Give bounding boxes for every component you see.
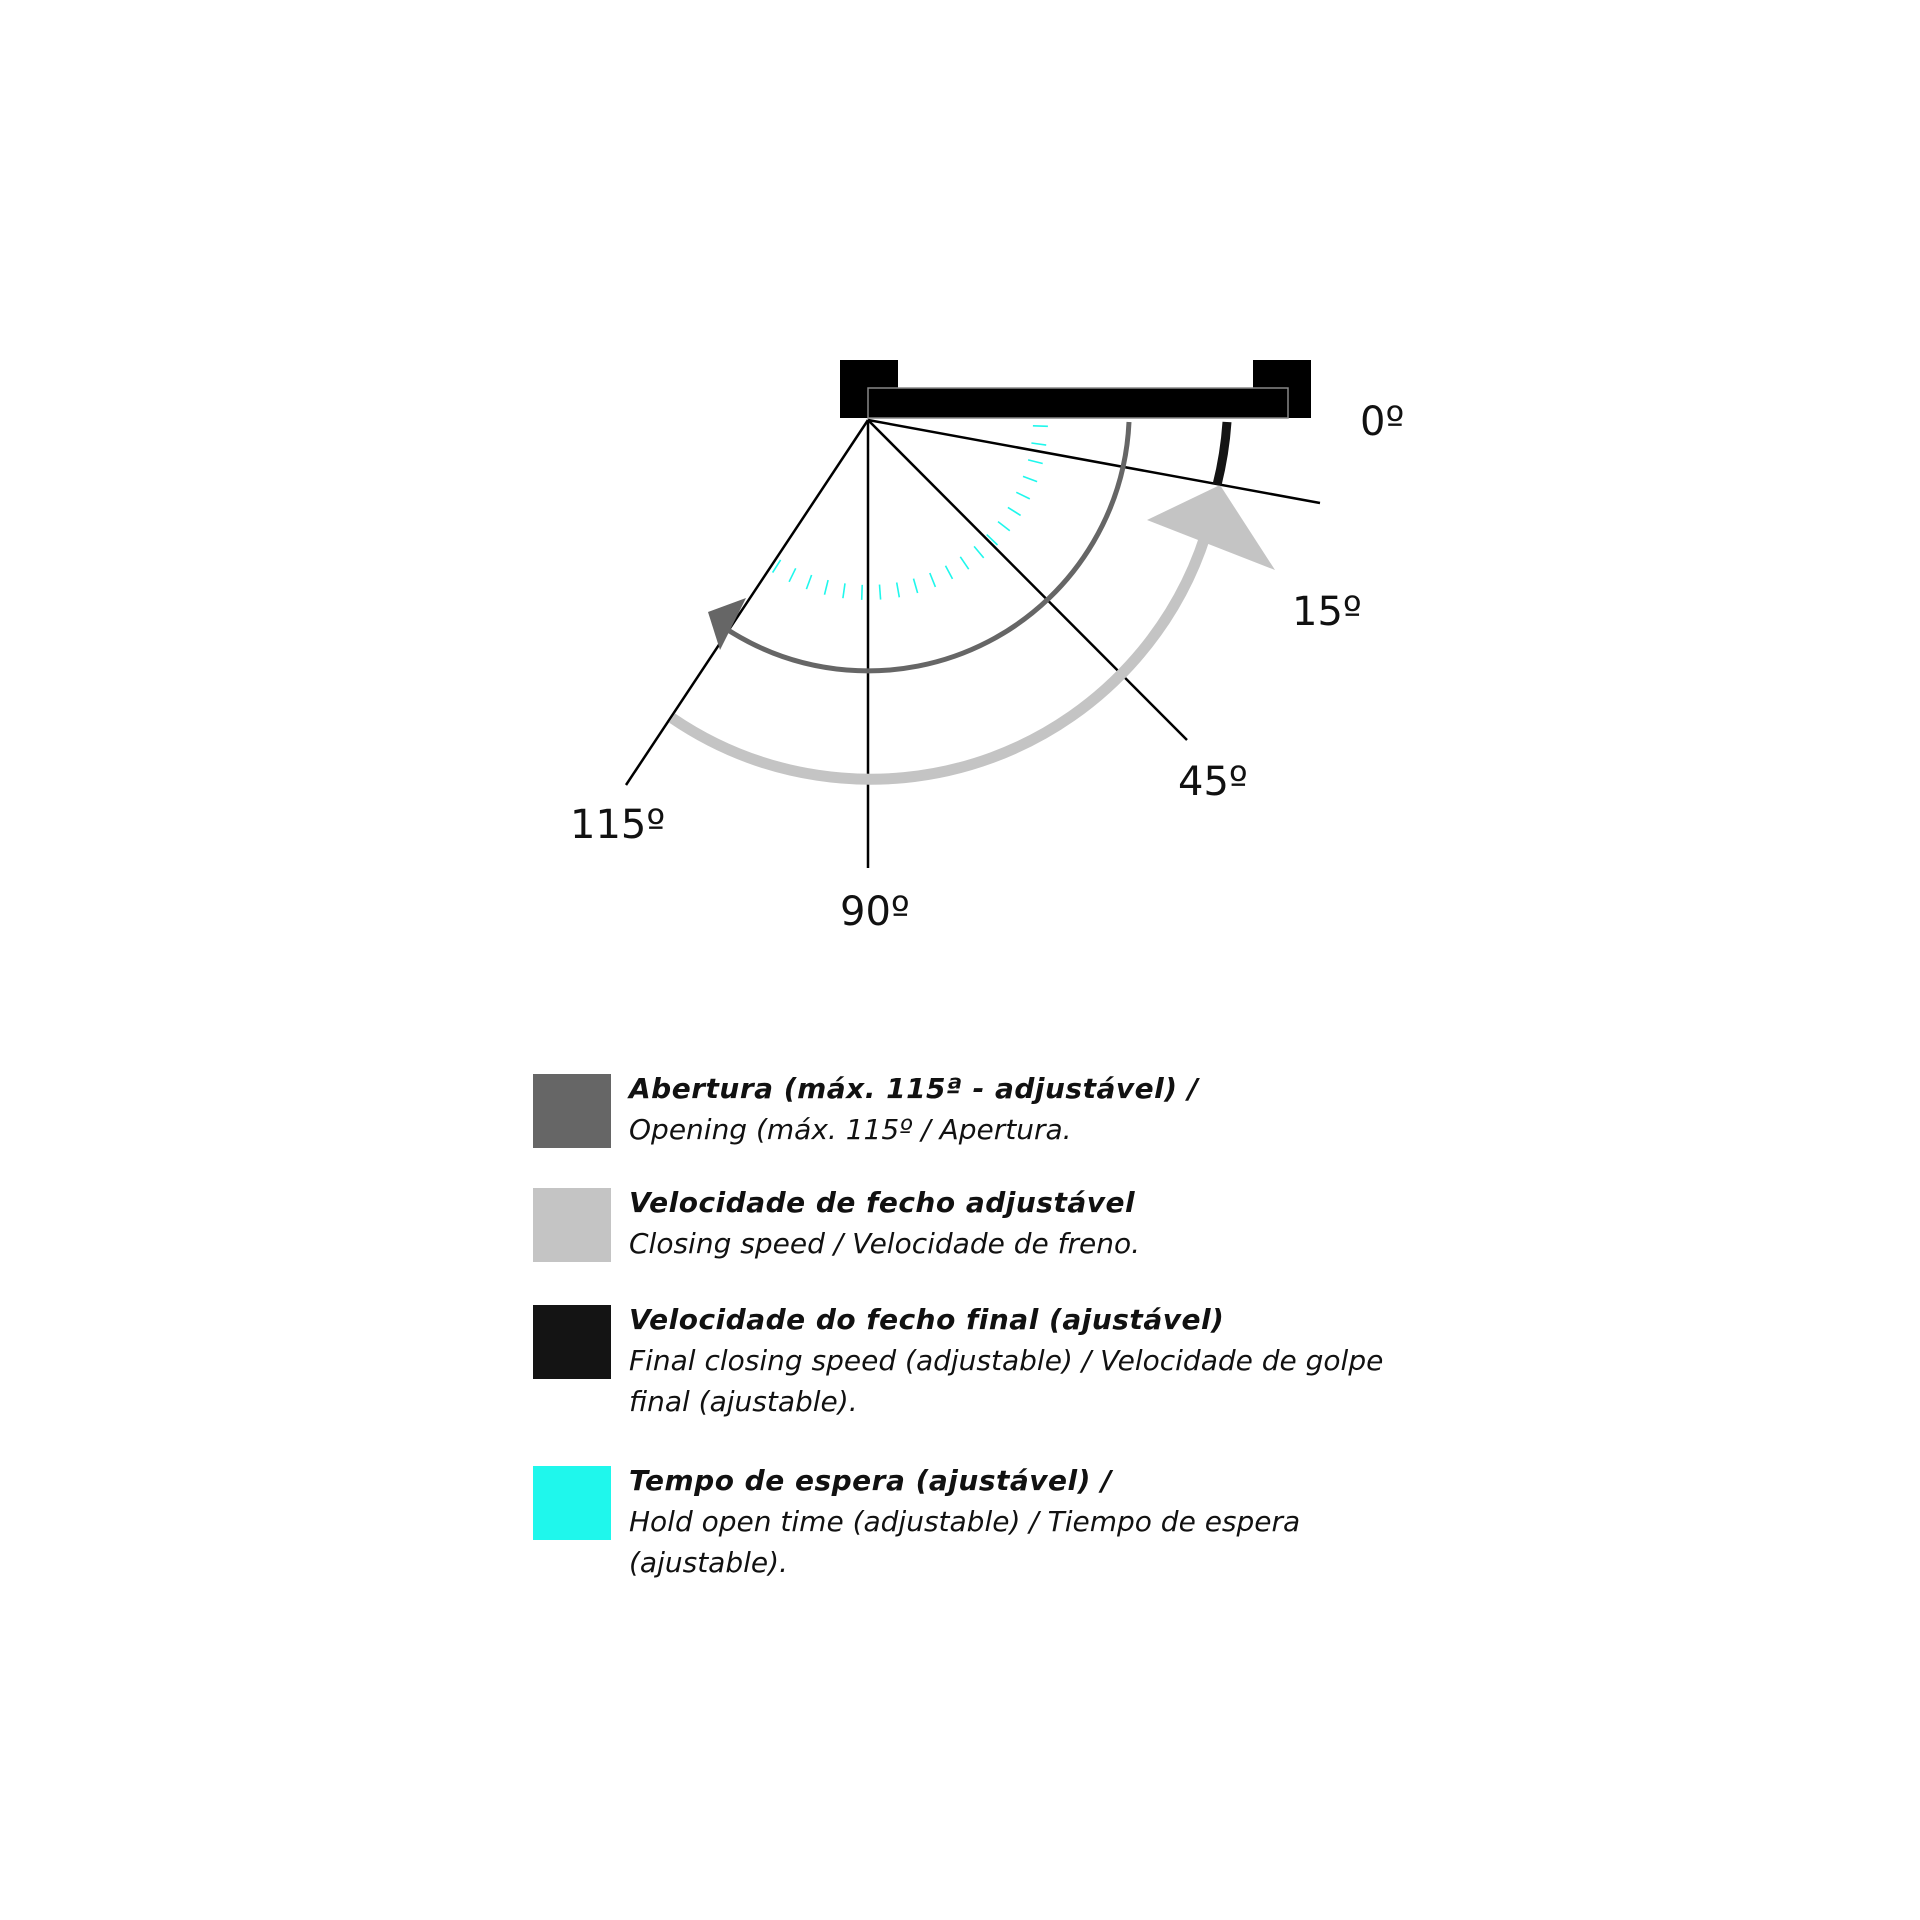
- legend-item-hold-open: [533, 1466, 1433, 1616]
- hold-open-tick: [1008, 507, 1021, 515]
- legend-title: Tempo de espera (ajustável) /: [629, 1464, 1112, 1497]
- door-frame: [840, 360, 1311, 418]
- hold-open-tick: [998, 522, 1010, 531]
- legend-title: Velocidade de fecho adjustável: [629, 1186, 1136, 1219]
- hold-open-tick: [806, 575, 811, 589]
- angle-label-0: 0º: [1360, 399, 1405, 445]
- opening-arc: [708, 422, 1129, 671]
- hold-open-tick: [960, 557, 968, 569]
- hold-open-tick: [862, 585, 863, 600]
- hold-open-tick: [897, 583, 900, 598]
- angle-label-90: 90º: [840, 889, 910, 935]
- opening-path: [728, 422, 1129, 671]
- legend-text-final-closing: [629, 1299, 1449, 1422]
- legend-desc: Opening (máx. 115º / Apertura.: [629, 1113, 1072, 1146]
- hold-open-tick: [1028, 460, 1043, 464]
- angle-label-45: 45º: [1178, 759, 1248, 805]
- legend-desc: Hold open time (adjustable) / Tiempo de espera (ajustable).: [629, 1505, 1301, 1579]
- hold-open-ticks: [773, 426, 1048, 600]
- line-15deg: [868, 420, 1320, 503]
- hold-open-tick: [1031, 443, 1046, 445]
- hold-open-tick: [930, 573, 936, 587]
- hold-open-tick: [1016, 492, 1030, 499]
- hold-open-tick: [974, 546, 984, 558]
- final-closing-arc: [1217, 422, 1227, 485]
- closing-speed-path: [672, 520, 1210, 779]
- legend-item-final-closing: [533, 1305, 1433, 1455]
- closing-speed-arc: [672, 485, 1275, 779]
- legend-desc: Final closing speed (adjustable) / Velocidade de golpe final (ajustable).: [629, 1344, 1384, 1418]
- swatch-closing-speed: [533, 1188, 611, 1262]
- closing-speed-arrowhead: [1147, 485, 1275, 570]
- hold-open-tick: [1023, 476, 1037, 481]
- angle-label-15: 15º: [1292, 589, 1362, 635]
- door-leaf: [868, 388, 1288, 418]
- legend-text-hold-open: [629, 1460, 1449, 1583]
- legend-title: Abertura (máx. 115ª - adjustável) /: [629, 1072, 1199, 1105]
- legend-text-closing-speed: [629, 1182, 1449, 1264]
- line-115deg: [626, 420, 868, 785]
- opening-arrowhead: [708, 598, 746, 650]
- legend-text-opening: [629, 1068, 1449, 1150]
- swatch-hold-open: [533, 1466, 611, 1540]
- legend-desc: Closing speed / Velocidade de freno.: [629, 1227, 1140, 1260]
- hold-open-tick: [843, 583, 845, 598]
- hold-open-tick: [880, 585, 881, 600]
- hold-open-tick: [946, 566, 953, 579]
- hold-open-tick: [789, 568, 796, 582]
- line-45deg: [868, 420, 1187, 740]
- legend-title: Velocidade do fecho final (ajustável): [629, 1303, 1225, 1336]
- hold-open-tick: [1033, 426, 1048, 427]
- hold-open-tick: [825, 580, 829, 595]
- swatch-final-closing: [533, 1305, 611, 1379]
- swatch-opening: [533, 1074, 611, 1148]
- hold-open-tick: [914, 579, 918, 593]
- angle-label-115: 115º: [570, 802, 666, 848]
